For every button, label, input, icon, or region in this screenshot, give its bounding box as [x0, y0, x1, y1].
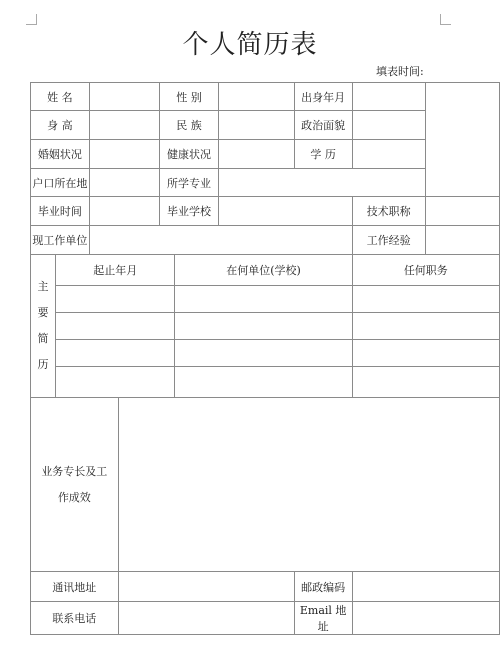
resume-label-char: 主: [37, 280, 49, 293]
value-health[interactable]: [218, 140, 294, 169]
value-postcode[interactable]: [352, 572, 499, 602]
label-title-rank: 技术职称: [352, 197, 425, 226]
fill-time-label: 填表时间:: [376, 65, 424, 78]
label-education: 学 历: [294, 140, 352, 169]
resume-cell-position[interactable]: [352, 340, 499, 367]
label-expertise-line: 业务专长及工: [41, 464, 108, 478]
value-work-exp[interactable]: [425, 226, 499, 255]
label-marital: 婚姻状况: [31, 140, 90, 169]
value-ethnicity[interactable]: [218, 111, 294, 140]
resume-header-unit: 在何单位(学校): [175, 255, 352, 286]
resume-cell-position[interactable]: [352, 286, 499, 313]
resume-form-table: [30, 82, 500, 635]
resume-cell-unit[interactable]: [175, 367, 352, 398]
value-address[interactable]: [118, 572, 294, 602]
value-hukou[interactable]: [89, 169, 160, 197]
value-grad-time[interactable]: [89, 197, 160, 226]
resume-cell-period[interactable]: [56, 313, 175, 340]
value-political[interactable]: [352, 111, 425, 140]
value-email[interactable]: [352, 602, 499, 635]
resume-cell-unit[interactable]: [175, 313, 352, 340]
label-phone: 联系电话: [31, 602, 119, 635]
label-current-employer: 现工作单位: [31, 226, 90, 255]
value-title-rank[interactable]: [425, 197, 499, 226]
resume-cell-unit[interactable]: [175, 286, 352, 313]
label-expertise: [31, 398, 119, 572]
label-expertise-line: 作成效: [57, 490, 91, 504]
resume-header-position: 任何职务: [352, 255, 499, 286]
resume-cell-period[interactable]: [56, 340, 175, 367]
value-gender[interactable]: [218, 83, 294, 111]
resume-label-char: 简: [37, 332, 49, 345]
resume-label-char: 历: [37, 358, 49, 371]
resume-label-char: 要: [37, 306, 49, 319]
resume-cell-period[interactable]: [56, 367, 175, 398]
label-grad-school: 毕业学校: [160, 197, 218, 226]
label-political: 政治面貌: [294, 111, 352, 140]
value-expertise[interactable]: [118, 398, 499, 572]
value-education[interactable]: [352, 140, 425, 169]
resume-section-label: [31, 255, 56, 398]
value-current-employer[interactable]: [89, 226, 352, 255]
value-phone[interactable]: [118, 602, 294, 635]
label-name: 姓 名: [31, 83, 90, 111]
resume-header-period: 起止年月: [56, 255, 175, 286]
label-address: 通讯地址: [31, 572, 119, 602]
value-birth[interactable]: [352, 83, 425, 111]
photo-cell[interactable]: [425, 83, 499, 197]
resume-cell-position[interactable]: [352, 367, 499, 398]
resume-cell-unit[interactable]: [175, 340, 352, 367]
label-work-exp: 工作经验: [352, 226, 425, 255]
label-height: 身 高: [31, 111, 90, 140]
label-gender: 性 别: [160, 83, 218, 111]
label-postcode: 邮政编码: [294, 572, 352, 602]
label-major: 所学专业: [160, 169, 218, 197]
value-major[interactable]: [218, 169, 425, 197]
label-birth: 出身年月: [294, 83, 352, 111]
value-name[interactable]: [89, 83, 160, 111]
page-title: 个人简历表: [182, 30, 318, 60]
resume-cell-position[interactable]: [352, 313, 499, 340]
value-grad-school[interactable]: [218, 197, 352, 226]
value-marital[interactable]: [89, 140, 160, 169]
label-email: Email 地址: [294, 602, 352, 635]
label-hukou: 户口所在地: [31, 169, 90, 197]
label-ethnicity: 民 族: [160, 111, 218, 140]
label-health: 健康状况: [160, 140, 218, 169]
value-height[interactable]: [89, 111, 160, 140]
resume-cell-period[interactable]: [56, 286, 175, 313]
label-grad-time: 毕业时间: [31, 197, 90, 226]
